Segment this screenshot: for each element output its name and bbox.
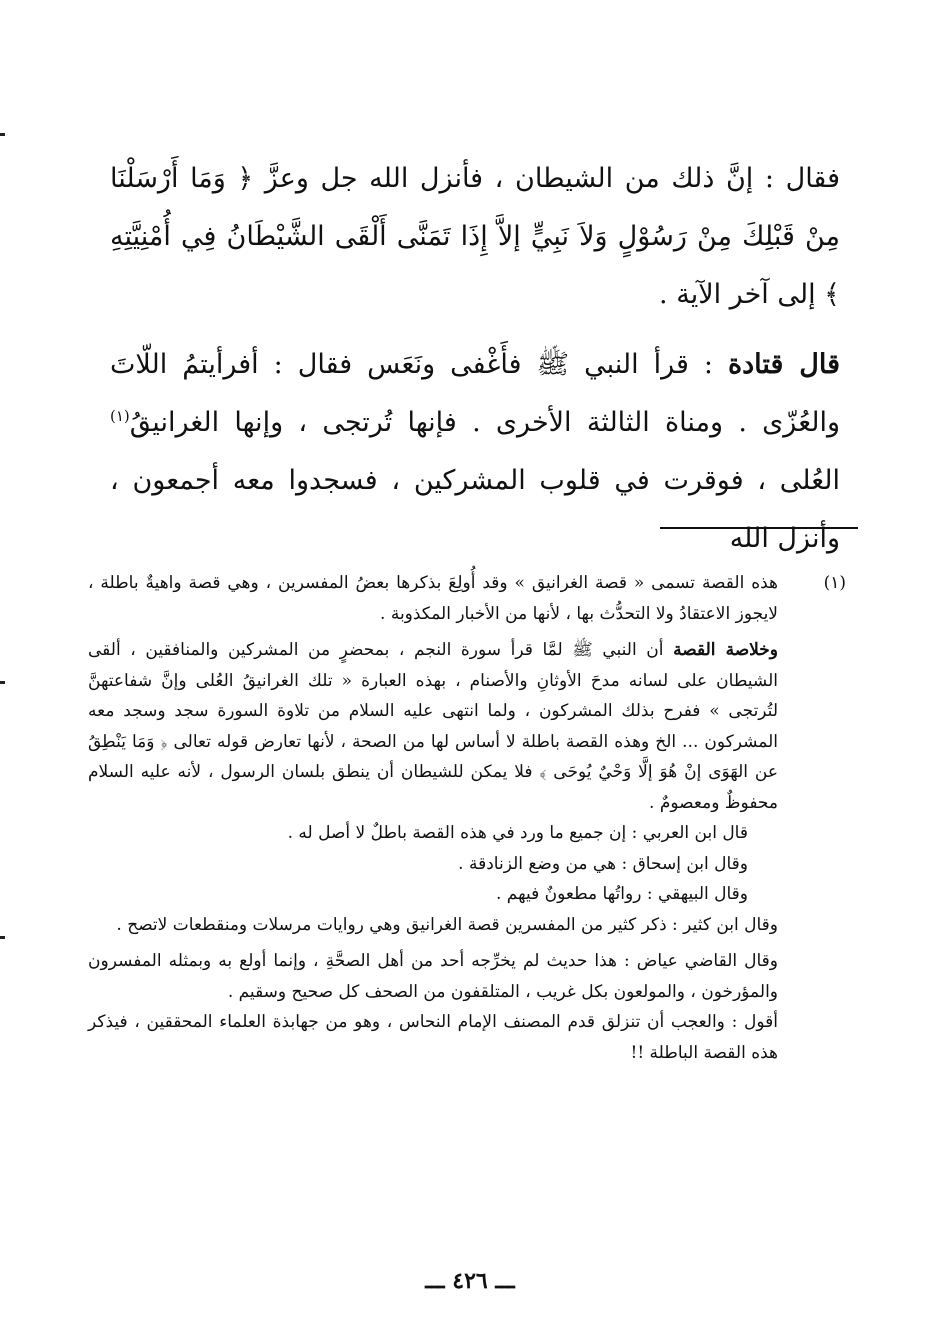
footnote-quote: وقال القاضي عياض : هذا حديث لم يخرِّجه أحد من أهل الصحَّةِ ، وإنما أولع به وبمثله المفسرون والمؤرخون ، والمولعون بكل غريب ، المتلقفون من الصحف كل صحيح وسقيم . bbox=[88, 951, 778, 1002]
footnote-quote: أقول : والعجب أن تنزلق قدم المصنف الإمام النحاس ، وهو من جهابذة العلماء المحققين ، فيذكر هذه القصة الباطلة !! bbox=[88, 1012, 778, 1063]
footnote-text: أن النبي ﷺ لمَّا قرأ سورة النجم ، بمحضرٍ من المشركين والمنافقين ، ألقى الشيطان على لسانه مدحَ الأوثانِ والأصنام ، بهذه العبارة « تلك الغرانيقُ العُلى وإنَّ شفاعتهنَّ لتُرتجى » ففرح بذلك المشركون ، ولما انتهى عليه السلام من تلاوة السورة سجد وسجد معه المشركون ... الخ وهذه القصة باطلة لا أساس لها من الصحة ، لأنها تعارض قوله تعالى ﴿ وَمَا يَنْطِقُ عن الهَوَى إنْ هُوَ إلَّا وَحْيٌ يُوحَى ﴾ فلا يمكن للشيطان أن ينطق بلسان الرسول ، لأنه عليه السلام محفوظٌ ومعصومٌ . bbox=[88, 640, 778, 813]
paragraph-text: : قرأ النبي ﷺ فأَغْفى ونَعَس فقال : أفرأيتمُ اللّاتَ والعُزّى . ومناة الثالثة الأخرى . فإنها تُرتجى ، وإنها الغرانيقُ bbox=[110, 349, 840, 438]
footnote-marker: (١) bbox=[823, 573, 846, 593]
main-paragraph-1: فقال : إنَّ ذلك من الشيطان ، فأنزل الله جل وعزَّ ﴿ وَمَا أَرْسَلْنَا مِنْ قَبْلِكَ مِنْ رَسُوْلٍ وَلاَ نَبِيٍّ إلاَّ إِذَا تَمَنَّى أَلْقَى الشَّيْطَانُ فِي أُمْنِيَّتِهِ ﴾ إلى آخر الآية . bbox=[110, 163, 840, 310]
footnote-quote: وقال ابن كثير : ذكر كثير من المفسرين قصة الغرانيق وهي روايات مرسلات ومنقطعات لاتصح . bbox=[116, 914, 778, 935]
margin-mark bbox=[0, 133, 5, 136]
margin-mark bbox=[0, 681, 5, 684]
main-text bbox=[110, 150, 840, 568]
footnote-separator bbox=[660, 527, 858, 529]
margin-mark bbox=[0, 936, 5, 939]
main-paragraph-2 bbox=[110, 336, 840, 568]
paragraph-lead: قال قتادة bbox=[727, 349, 840, 380]
footnotes bbox=[88, 568, 778, 1068]
footnote-paragraph bbox=[88, 635, 778, 818]
footnote-quote: قال ابن العربي : إن جميع ما ورد في هذه القصة باطلٌ لا أصل له . bbox=[287, 823, 748, 843]
page-number: ـــ ٤٢٦ ـــ bbox=[425, 1268, 515, 1294]
footnote-quote: وقال ابن إسحاق : هي من وضع الزنادقة . bbox=[458, 853, 748, 874]
footnote-quote: وقال البيهقي : رواتُها مطعونٌ فيهم . bbox=[495, 884, 748, 904]
paragraph-text: العُلى ، فوقرت في قلوب المشركين ، فسجدوا معه أجمعون ، وأنزل الله bbox=[110, 465, 840, 554]
footnote-paragraph: هذه القصة تسمى « قصة الغرانيق » وقد أُولِعَ بذكرها بعضُ المفسرين ، وهي قصة واهيةٌ باطلة ، لايجوز الاعتقادُ ولا التحدُّث بها ، لأنها من الأخبار المكذوبة . bbox=[88, 573, 778, 624]
footnote-lead: وخلاصة القصة bbox=[673, 640, 778, 660]
footnote-reference: (١) bbox=[110, 407, 130, 425]
